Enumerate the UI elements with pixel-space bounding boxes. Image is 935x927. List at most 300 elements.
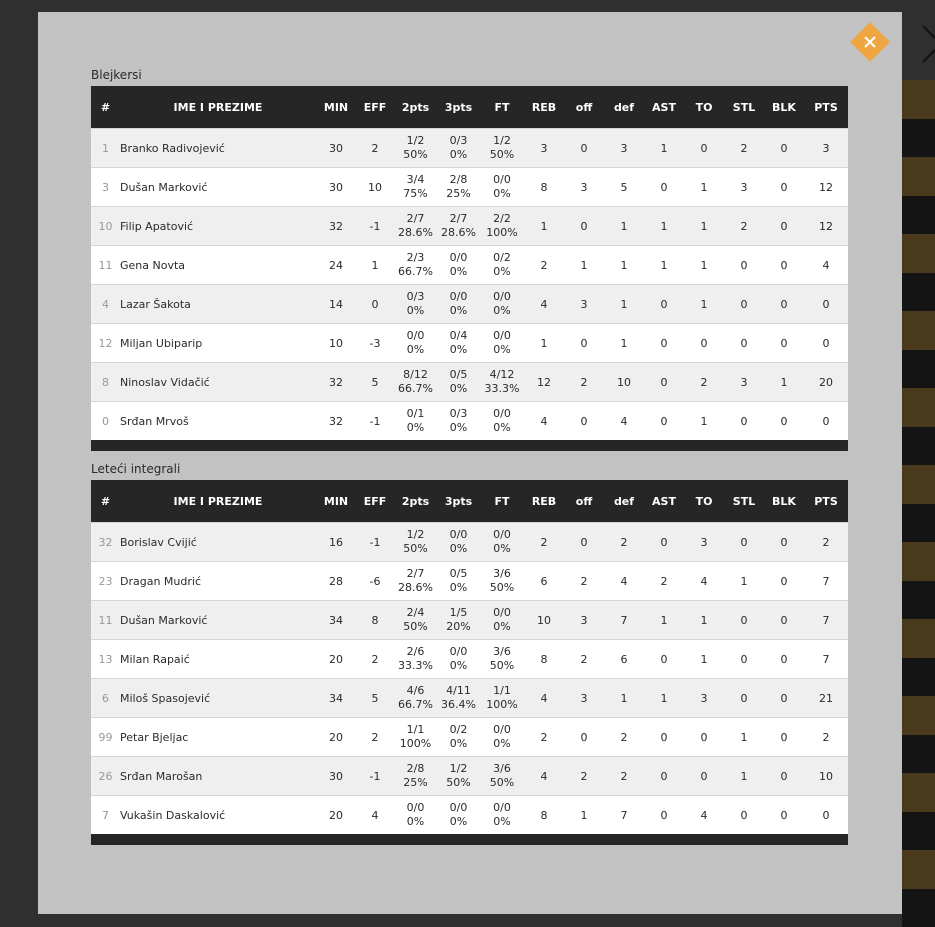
- free-throw-stat-made-attempted: 0/0: [493, 528, 511, 541]
- rebounds: 4: [524, 402, 564, 441]
- free-throw-stat-made-attempted: 1/1: [493, 684, 511, 697]
- two-point-stat-percentage: 0%: [406, 343, 425, 356]
- free-throw-stat-percentage: 0%: [493, 265, 511, 278]
- offensive-rebounds: 3: [564, 679, 604, 718]
- background-stripes: [902, 80, 935, 921]
- col-header: STL: [724, 86, 764, 129]
- two-point-stat-percentage: 66.7%: [398, 382, 433, 395]
- player-row: [91, 129, 848, 168]
- player-row: [91, 640, 848, 679]
- turnovers: 0: [684, 324, 724, 363]
- free-throw-stat-made-attempted: 0/0: [493, 723, 511, 736]
- col-header: def: [604, 480, 644, 523]
- minutes: 32: [316, 363, 356, 402]
- free-throw-stat-percentage: 100%: [486, 698, 518, 711]
- two-point-stat: [394, 523, 437, 562]
- assists: 1: [644, 246, 684, 285]
- rebounds: 1: [524, 324, 564, 363]
- efficiency: 2: [356, 718, 394, 757]
- defensive-rebounds: 1: [604, 246, 644, 285]
- blocks: 0: [764, 129, 804, 168]
- player-number: 6: [91, 679, 120, 718]
- player-row: [91, 562, 848, 601]
- offensive-rebounds: 1: [564, 246, 604, 285]
- two-point-stat-made-attempted: 0/0: [406, 329, 425, 342]
- minutes: 30: [316, 129, 356, 168]
- rebounds: 4: [524, 757, 564, 796]
- efficiency: -1: [356, 207, 394, 246]
- two-point-stat: [394, 402, 437, 441]
- points: 0: [804, 285, 848, 324]
- player-name: Milan Rapaić: [120, 640, 316, 679]
- player-row: [91, 324, 848, 363]
- two-point-stat-percentage: 28.6%: [398, 226, 433, 239]
- player-number: 13: [91, 640, 120, 679]
- minutes: 34: [316, 601, 356, 640]
- assists: 1: [644, 207, 684, 246]
- player-name: Dragan Mudrić: [120, 562, 316, 601]
- free-throw-stat: [480, 168, 524, 207]
- free-throw-stat-made-attempted: 0/0: [493, 290, 511, 303]
- offensive-rebounds: 2: [564, 363, 604, 402]
- turnovers: 4: [684, 796, 724, 835]
- free-throw-stat: [480, 679, 524, 718]
- free-throw-stat-made-attempted: 0/2: [493, 251, 511, 264]
- rebounds: 1: [524, 207, 564, 246]
- efficiency: 10: [356, 168, 394, 207]
- col-header: FT: [480, 480, 524, 523]
- player-row: [91, 246, 848, 285]
- minutes: 20: [316, 718, 356, 757]
- blocks: 0: [764, 562, 804, 601]
- three-point-stat: [437, 168, 480, 207]
- two-point-stat: [394, 640, 437, 679]
- efficiency: 2: [356, 129, 394, 168]
- col-header: #: [91, 480, 120, 523]
- two-point-stat: [394, 363, 437, 402]
- free-throw-stat-percentage: 0%: [493, 421, 511, 434]
- defensive-rebounds: 1: [604, 679, 644, 718]
- three-point-stat-percentage: 0%: [449, 148, 468, 161]
- two-point-stat-made-attempted: 1/1: [406, 723, 425, 736]
- col-header: PTS: [804, 86, 848, 129]
- two-point-stat-made-attempted: 3/4: [406, 173, 425, 186]
- three-point-stat: [437, 207, 480, 246]
- three-point-stat-percentage: 0%: [449, 382, 468, 395]
- blocks: 0: [764, 757, 804, 796]
- defensive-rebounds: 7: [604, 601, 644, 640]
- free-throw-stat-made-attempted: 2/2: [493, 212, 511, 225]
- player-number: 99: [91, 718, 120, 757]
- assists: 0: [644, 168, 684, 207]
- minutes: 20: [316, 796, 356, 835]
- free-throw-stat: [480, 207, 524, 246]
- offensive-rebounds: 0: [564, 324, 604, 363]
- steals: 0: [724, 523, 764, 562]
- efficiency: 5: [356, 363, 394, 402]
- player-number: 8: [91, 363, 120, 402]
- efficiency: 4: [356, 796, 394, 835]
- three-point-stat: [437, 285, 480, 324]
- three-point-stat: [437, 757, 480, 796]
- team-title: Blejkersi: [91, 68, 142, 82]
- player-number: 0: [91, 402, 120, 441]
- free-throw-stat: [480, 402, 524, 441]
- free-throw-stat: [480, 324, 524, 363]
- points: 2: [804, 523, 848, 562]
- rebounds: 8: [524, 796, 564, 835]
- blocks: 0: [764, 718, 804, 757]
- turnovers: 0: [684, 757, 724, 796]
- table-body: [91, 129, 848, 441]
- two-point-stat: [394, 246, 437, 285]
- three-point-stat-percentage: 28.6%: [441, 226, 476, 239]
- blocks: 0: [764, 679, 804, 718]
- assists: 1: [644, 601, 684, 640]
- steals: 0: [724, 246, 764, 285]
- free-throw-stat: [480, 796, 524, 835]
- player-name: Dušan Marković: [120, 168, 316, 207]
- three-point-stat-percentage: 0%: [449, 581, 468, 594]
- col-header: STL: [724, 480, 764, 523]
- two-point-stat-made-attempted: 2/4: [406, 606, 425, 619]
- player-name: Miljan Ubiparip: [120, 324, 316, 363]
- team-title: Leteći integrali: [91, 462, 181, 476]
- free-throw-stat-percentage: 50%: [489, 776, 515, 789]
- points: 2: [804, 718, 848, 757]
- minutes: 24: [316, 246, 356, 285]
- steals: 2: [724, 129, 764, 168]
- points: 12: [804, 207, 848, 246]
- points: 0: [804, 324, 848, 363]
- stats-table: [91, 86, 848, 440]
- two-point-stat-made-attempted: 2/8: [406, 762, 425, 775]
- three-point-stat: [437, 523, 480, 562]
- offensive-rebounds: 3: [564, 168, 604, 207]
- free-throw-stat-percentage: 50%: [489, 581, 515, 594]
- three-point-stat-made-attempted: 0/0: [449, 528, 468, 541]
- two-point-stat-percentage: 75%: [403, 187, 428, 200]
- col-header: MIN: [316, 86, 356, 129]
- free-throw-stat-percentage: 0%: [493, 815, 511, 828]
- col-header: AST: [644, 86, 684, 129]
- col-header: #: [91, 86, 120, 129]
- two-point-stat-percentage: 0%: [406, 304, 425, 317]
- assists: 1: [644, 679, 684, 718]
- assists: 0: [644, 363, 684, 402]
- background-close-icon: [921, 24, 935, 64]
- three-point-stat-made-attempted: 2/8: [449, 173, 468, 186]
- two-point-stat-percentage: 25%: [403, 776, 428, 789]
- assists: 2: [644, 562, 684, 601]
- two-point-stat: [394, 679, 437, 718]
- col-header: EFF: [356, 480, 394, 523]
- free-throw-stat: [480, 363, 524, 402]
- blocks: 0: [764, 168, 804, 207]
- turnovers: 0: [684, 129, 724, 168]
- player-number: 26: [91, 757, 120, 796]
- two-point-stat: [394, 168, 437, 207]
- col-header: 3pts: [437, 86, 480, 129]
- player-name: Petar Bjeljac: [120, 718, 316, 757]
- minutes: 32: [316, 402, 356, 441]
- three-point-stat-made-attempted: 0/3: [449, 407, 468, 420]
- col-header: off: [564, 86, 604, 129]
- efficiency: -3: [356, 324, 394, 363]
- table-body: [91, 523, 848, 835]
- rebounds: 3: [524, 129, 564, 168]
- player-row: [91, 718, 848, 757]
- free-throw-stat-made-attempted: 0/0: [493, 606, 511, 619]
- minutes: 20: [316, 640, 356, 679]
- three-point-stat-made-attempted: 0/0: [449, 801, 468, 814]
- player-row: [91, 402, 848, 441]
- two-point-stat: [394, 718, 437, 757]
- two-point-stat-percentage: 28.6%: [398, 581, 433, 594]
- minutes: 34: [316, 679, 356, 718]
- col-header: PTS: [804, 480, 848, 523]
- three-point-stat: [437, 640, 480, 679]
- three-point-stat-percentage: 0%: [449, 737, 468, 750]
- free-throw-stat: [480, 523, 524, 562]
- three-point-stat-made-attempted: 1/2: [449, 762, 468, 775]
- col-header: TO: [684, 480, 724, 523]
- steals: 3: [724, 168, 764, 207]
- free-throw-stat-percentage: 100%: [486, 226, 518, 239]
- minutes: 16: [316, 523, 356, 562]
- col-header: off: [564, 480, 604, 523]
- three-point-stat: [437, 246, 480, 285]
- steals: 1: [724, 718, 764, 757]
- player-number: 23: [91, 562, 120, 601]
- points: 3: [804, 129, 848, 168]
- rebounds: 2: [524, 523, 564, 562]
- defensive-rebounds: 2: [604, 718, 644, 757]
- turnovers: 1: [684, 601, 724, 640]
- turnovers: 1: [684, 285, 724, 324]
- player-number: 7: [91, 796, 120, 835]
- defensive-rebounds: 3: [604, 129, 644, 168]
- three-point-stat-percentage: 0%: [449, 542, 468, 555]
- free-throw-stat-percentage: 0%: [493, 187, 511, 200]
- turnovers: 1: [684, 246, 724, 285]
- player-name: Vukašin Daskalović: [120, 796, 316, 835]
- minutes: 10: [316, 324, 356, 363]
- player-row: [91, 601, 848, 640]
- offensive-rebounds: 2: [564, 640, 604, 679]
- points: 7: [804, 601, 848, 640]
- two-point-stat-percentage: 50%: [403, 620, 428, 633]
- three-point-stat: [437, 718, 480, 757]
- two-point-stat-made-attempted: 0/3: [406, 290, 425, 303]
- table-footer-bar: [91, 834, 848, 845]
- turnovers: 4: [684, 562, 724, 601]
- three-point-stat-percentage: 0%: [449, 265, 468, 278]
- three-point-stat: [437, 679, 480, 718]
- turnovers: 1: [684, 640, 724, 679]
- three-point-stat: [437, 363, 480, 402]
- col-header: IME I PREZIME: [120, 480, 316, 523]
- two-point-stat-percentage: 0%: [406, 815, 425, 828]
- three-point-stat-made-attempted: 0/3: [449, 134, 468, 147]
- free-throw-stat-percentage: 0%: [493, 542, 511, 555]
- player-number: 10: [91, 207, 120, 246]
- close-icon: [862, 34, 878, 50]
- steals: 2: [724, 207, 764, 246]
- blocks: 0: [764, 640, 804, 679]
- player-name: Srđan Marošan: [120, 757, 316, 796]
- points: 12: [804, 168, 848, 207]
- player-name: Srđan Mrvoš: [120, 402, 316, 441]
- steals: 0: [724, 796, 764, 835]
- free-throw-stat: [480, 640, 524, 679]
- three-point-stat-percentage: 0%: [449, 815, 468, 828]
- free-throw-stat-made-attempted: 1/2: [493, 134, 511, 147]
- free-throw-stat: [480, 601, 524, 640]
- player-number: 4: [91, 285, 120, 324]
- efficiency: 2: [356, 640, 394, 679]
- player-name: Ninoslav Vidačić: [120, 363, 316, 402]
- player-number: 11: [91, 246, 120, 285]
- two-point-stat-made-attempted: 2/7: [406, 567, 425, 580]
- col-header: BLK: [764, 86, 804, 129]
- free-throw-stat-percentage: 0%: [493, 343, 511, 356]
- player-name: Lazar Šakota: [120, 285, 316, 324]
- col-header: TO: [684, 86, 724, 129]
- efficiency: -1: [356, 402, 394, 441]
- col-header: AST: [644, 480, 684, 523]
- offensive-rebounds: 0: [564, 718, 604, 757]
- two-point-stat-made-attempted: 0/1: [406, 407, 425, 420]
- steals: 3: [724, 363, 764, 402]
- blocks: 0: [764, 523, 804, 562]
- three-point-stat-made-attempted: 0/5: [449, 368, 468, 381]
- col-header: BLK: [764, 480, 804, 523]
- three-point-stat-made-attempted: 0/2: [449, 723, 468, 736]
- two-point-stat: [394, 324, 437, 363]
- turnovers: 1: [684, 402, 724, 441]
- defensive-rebounds: 6: [604, 640, 644, 679]
- rebounds: 2: [524, 718, 564, 757]
- defensive-rebounds: 7: [604, 796, 644, 835]
- minutes: 28: [316, 562, 356, 601]
- assists: 0: [644, 402, 684, 441]
- defensive-rebounds: 2: [604, 523, 644, 562]
- blocks: 1: [764, 363, 804, 402]
- assists: 0: [644, 718, 684, 757]
- points: 4: [804, 246, 848, 285]
- offensive-rebounds: 0: [564, 402, 604, 441]
- steals: 0: [724, 324, 764, 363]
- two-point-stat-made-attempted: 0/0: [406, 801, 425, 814]
- col-header: REB: [524, 86, 564, 129]
- defensive-rebounds: 1: [604, 285, 644, 324]
- points: 0: [804, 796, 848, 835]
- three-point-stat-percentage: 0%: [449, 421, 468, 434]
- two-point-stat-made-attempted: 1/2: [406, 134, 425, 147]
- two-point-stat-made-attempted: 2/7: [406, 212, 425, 225]
- player-name: Gena Novta: [120, 246, 316, 285]
- turnovers: 0: [684, 718, 724, 757]
- three-point-stat-made-attempted: 4/11: [446, 684, 471, 697]
- efficiency: 0: [356, 285, 394, 324]
- rebounds: 2: [524, 246, 564, 285]
- assists: 1: [644, 129, 684, 168]
- offensive-rebounds: 1: [564, 796, 604, 835]
- three-point-stat-percentage: 0%: [449, 304, 468, 317]
- free-throw-stat-made-attempted: 0/0: [493, 801, 511, 814]
- free-throw-stat-percentage: 0%: [493, 737, 511, 750]
- turnovers: 3: [684, 523, 724, 562]
- offensive-rebounds: 2: [564, 757, 604, 796]
- col-header: MIN: [316, 480, 356, 523]
- turnovers: 2: [684, 363, 724, 402]
- blocks: 0: [764, 324, 804, 363]
- defensive-rebounds: 1: [604, 324, 644, 363]
- two-point-stat-made-attempted: 2/6: [406, 645, 425, 658]
- free-throw-stat-percentage: 33.3%: [484, 382, 520, 395]
- player-row: [91, 207, 848, 246]
- three-point-stat-made-attempted: 2/7: [449, 212, 468, 225]
- team-section-home: [91, 67, 848, 451]
- free-throw-stat-made-attempted: 0/0: [493, 329, 511, 342]
- two-point-stat: [394, 757, 437, 796]
- two-point-stat-percentage: 50%: [403, 542, 428, 555]
- two-point-stat-percentage: 33.3%: [398, 659, 433, 672]
- three-point-stat-made-attempted: 0/5: [449, 567, 468, 580]
- three-point-stat-percentage: 25%: [446, 187, 471, 200]
- two-point-stat-made-attempted: 8/12: [403, 368, 428, 381]
- steals: 1: [724, 562, 764, 601]
- rebounds: 8: [524, 640, 564, 679]
- rebounds: 4: [524, 679, 564, 718]
- two-point-stat-percentage: 0%: [406, 421, 425, 434]
- table-header: [91, 480, 848, 523]
- stats-table: [91, 480, 848, 834]
- points: 0: [804, 402, 848, 441]
- free-throw-stat-made-attempted: 0/0: [493, 407, 511, 420]
- player-row: [91, 285, 848, 324]
- offensive-rebounds: 0: [564, 523, 604, 562]
- points: 7: [804, 640, 848, 679]
- two-point-stat-percentage: 66.7%: [398, 698, 433, 711]
- col-header: EFF: [356, 86, 394, 129]
- player-number: 3: [91, 168, 120, 207]
- free-throw-stat: [480, 718, 524, 757]
- rebounds: 10: [524, 601, 564, 640]
- player-name: Filip Apatović: [120, 207, 316, 246]
- efficiency: -1: [356, 757, 394, 796]
- free-throw-stat: [480, 562, 524, 601]
- free-throw-stat: [480, 129, 524, 168]
- blocks: 0: [764, 246, 804, 285]
- table-header: [91, 86, 848, 129]
- steals: 0: [724, 285, 764, 324]
- offensive-rebounds: 2: [564, 562, 604, 601]
- blocks: 0: [764, 285, 804, 324]
- steals: 0: [724, 601, 764, 640]
- two-point-stat: [394, 796, 437, 835]
- col-header: 3pts: [437, 480, 480, 523]
- blocks: 0: [764, 207, 804, 246]
- points: 20: [804, 363, 848, 402]
- assists: 0: [644, 757, 684, 796]
- player-name: Borislav Cvijić: [120, 523, 316, 562]
- two-point-stat: [394, 562, 437, 601]
- two-point-stat: [394, 285, 437, 324]
- minutes: 30: [316, 757, 356, 796]
- free-throw-stat-made-attempted: 4/12: [489, 368, 515, 381]
